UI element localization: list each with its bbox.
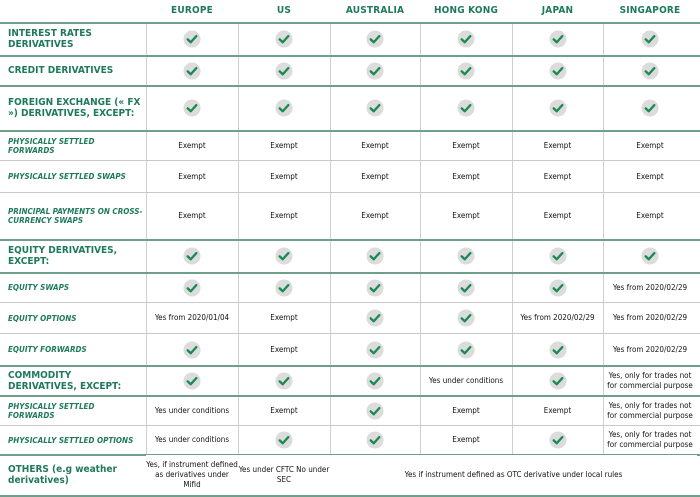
table-cell — [512, 366, 603, 395]
cell-text: Exempt — [452, 405, 480, 415]
check-circle-icon — [183, 30, 201, 48]
table-cell — [603, 426, 697, 454]
check-circle-icon — [366, 402, 384, 420]
table-cell — [146, 161, 238, 192]
check-circle-icon — [183, 372, 201, 390]
table-cell — [512, 303, 603, 333]
cell-text: Yes if instrument defined as OTC derivative under local rules — [404, 470, 623, 479]
cell-text: Exempt — [270, 313, 298, 322]
check-circle-icon — [183, 247, 201, 265]
table-cell — [238, 334, 330, 365]
cell-text: Yes under conditions — [154, 435, 230, 444]
row-label: CREDIT DERIVATIVES — [8, 65, 114, 76]
table-cell — [146, 56, 238, 85]
cell-text: Exempt — [452, 171, 480, 181]
check-circle-icon — [457, 62, 475, 80]
table-cell — [238, 131, 330, 160]
check-circle-icon — [275, 279, 293, 297]
check-circle-icon — [366, 30, 384, 48]
table-cell — [238, 396, 330, 425]
table-cell — [146, 366, 238, 395]
table-cell — [603, 23, 697, 55]
cell-text: Exempt — [361, 211, 389, 220]
table-cell — [512, 273, 603, 302]
column-header-europe: EUROPE — [171, 5, 213, 16]
cell-text: Yes, only for trades not for commercial purpose — [607, 400, 693, 420]
check-circle-icon — [275, 62, 293, 80]
cell-text: Yes from 2020/02/29 — [612, 313, 688, 322]
table-cell — [330, 161, 420, 192]
check-circle-icon — [183, 279, 201, 297]
table-cell — [603, 273, 697, 302]
check-circle-icon — [366, 62, 384, 80]
check-circle-icon — [275, 30, 293, 48]
table-cell — [330, 23, 420, 55]
table-cell — [420, 273, 512, 302]
cell-text: Yes under CFTC No under SEC — [238, 465, 330, 484]
check-circle-icon — [366, 279, 384, 297]
cell-text: Yes from 2020/02/29 — [612, 344, 688, 354]
row-label: EQUITY SWAPS — [8, 283, 70, 292]
column-header-japan: JAPAN — [541, 5, 574, 16]
check-circle-icon — [549, 431, 567, 449]
table-cell — [603, 193, 697, 239]
table-cell — [330, 455, 697, 495]
table-cell — [146, 193, 238, 239]
check-circle-icon — [641, 247, 659, 265]
table-cell — [420, 86, 512, 130]
check-circle-icon — [457, 309, 475, 327]
check-circle-icon — [275, 372, 293, 390]
table-cell — [238, 86, 330, 130]
column-header-us: US — [276, 5, 292, 16]
check-circle-icon — [457, 247, 475, 265]
check-circle-icon — [549, 279, 567, 297]
check-circle-icon — [549, 247, 567, 265]
table-cell — [330, 426, 420, 454]
column-header-singapore: SINGAPORE — [619, 5, 681, 16]
check-circle-icon — [549, 62, 567, 80]
check-circle-icon — [366, 99, 384, 117]
table-cell — [603, 366, 697, 395]
table-cell — [238, 23, 330, 55]
table-cell — [238, 366, 330, 395]
table-cell — [420, 131, 512, 160]
cell-text: Exempt — [361, 140, 389, 150]
check-circle-icon — [549, 372, 567, 390]
check-circle-icon — [275, 431, 293, 449]
table-cell — [238, 193, 330, 239]
cell-text: Exempt — [636, 140, 664, 150]
table-cell — [420, 23, 512, 55]
row-label: PHYSICALLY SETTLED SWAPS — [8, 172, 126, 181]
row-label: EQUITY DERIVATIVES, EXCEPT: — [8, 245, 118, 267]
cell-text: Exempt — [543, 405, 572, 415]
table-cell — [330, 273, 420, 302]
cell-text: Exempt — [270, 405, 298, 415]
column-header-hong-kong: HONG KONG — [433, 5, 499, 16]
row-label: FOREIGN EXCHANGE (« FX ») DERIVATIVES, EXCEPT: — [8, 97, 141, 119]
table-cell — [420, 396, 512, 425]
table-cell — [330, 303, 420, 333]
cell-text: Yes, only for trades not for commercial purpose — [607, 370, 693, 390]
table-cell — [146, 131, 238, 160]
table-cell — [603, 303, 697, 333]
cell-text: Yes from 2020/02/29 — [520, 313, 595, 322]
check-circle-icon — [183, 99, 201, 117]
table-cell — [420, 161, 512, 192]
cell-text: Yes from 2020/02/29 — [612, 282, 688, 292]
row-label: PHYSICALLY SETTLED FORWARDS — [8, 136, 95, 155]
table-cell — [512, 396, 603, 425]
cell-text: Exempt — [452, 435, 480, 444]
row-label: COMMODITY DERIVATIVES, EXCEPT: — [8, 369, 122, 392]
table-cell — [146, 334, 238, 365]
table-cell — [603, 396, 697, 425]
table-cell — [330, 56, 420, 85]
cell-text: Yes under conditions — [154, 405, 230, 415]
cell-text: Yes, only for trades not for commercial purpose — [607, 430, 693, 449]
table-cell — [330, 366, 420, 395]
check-circle-icon — [275, 247, 293, 265]
cell-text: Exempt — [270, 344, 298, 354]
check-circle-icon — [183, 341, 201, 359]
table-cell — [420, 303, 512, 333]
table-cell — [238, 161, 330, 192]
cell-text: Exempt — [178, 140, 206, 150]
check-circle-icon — [641, 62, 659, 80]
cell-text: Yes, if instrument defined as derivatives under Mifid — [146, 460, 238, 489]
table-cell — [512, 86, 603, 130]
cell-text: Exempt — [636, 171, 664, 181]
table-cell — [603, 131, 697, 160]
table-cell — [238, 240, 330, 272]
table-cell — [238, 56, 330, 85]
check-circle-icon — [366, 431, 384, 449]
table-cell — [512, 56, 603, 85]
table-cell — [512, 334, 603, 365]
table-cell — [146, 303, 238, 333]
cell-text: Exempt — [270, 140, 298, 150]
table-cell — [330, 193, 420, 239]
table-cell — [420, 193, 512, 239]
table-cell — [146, 426, 238, 454]
table-cell — [146, 86, 238, 130]
cell-text: Exempt — [178, 171, 206, 181]
cell-text: Exempt — [361, 171, 389, 181]
cell-text: Yes from 2020/01/04 — [154, 313, 230, 322]
table-cell — [420, 240, 512, 272]
table-cell — [330, 240, 420, 272]
cell-text: Exempt — [543, 140, 572, 150]
cell-text: Exempt — [543, 171, 572, 181]
cell-text: Yes under conditions — [428, 375, 504, 385]
row-label: PHYSICALLY SETTLED FORWARDS — [8, 401, 95, 420]
check-circle-icon — [366, 309, 384, 327]
check-circle-icon — [183, 62, 201, 80]
check-circle-icon — [366, 247, 384, 265]
row-label: EQUITY OPTIONS — [8, 313, 77, 323]
table-cell — [238, 273, 330, 302]
table-cell — [146, 240, 238, 272]
cell-text: Exempt — [270, 211, 298, 220]
check-circle-icon — [275, 99, 293, 117]
column-header-australia: AUSTRALIA — [345, 5, 405, 16]
check-circle-icon — [549, 341, 567, 359]
table-cell — [330, 86, 420, 130]
row-label: INTEREST RATES DERIVATIVES — [8, 28, 92, 50]
table-cell — [146, 23, 238, 55]
table-cell — [330, 334, 420, 365]
cell-text: Exempt — [636, 211, 664, 220]
table-cell — [603, 56, 697, 85]
cell-text: Exempt — [543, 211, 572, 220]
table-cell — [420, 366, 512, 395]
table-cell — [238, 303, 330, 333]
table-cell — [512, 240, 603, 272]
table-cell — [330, 396, 420, 425]
table-cell — [146, 273, 238, 302]
row-label-others: OTHERS (e.g weather derivatives) — [8, 464, 117, 486]
check-circle-icon — [366, 341, 384, 359]
table-cell — [512, 426, 603, 454]
check-circle-icon — [457, 30, 475, 48]
table-cell — [330, 131, 420, 160]
row-label: PRINCIPAL PAYMENTS ON CROSS-CURRENCY SWAPS — [8, 207, 143, 225]
table-cell — [238, 455, 330, 495]
table-cell — [603, 86, 697, 130]
table-cell — [512, 131, 603, 160]
check-circle-icon — [641, 30, 659, 48]
table-cell — [420, 334, 512, 365]
table-cell — [512, 23, 603, 55]
table-cell — [146, 396, 238, 425]
cell-text: Exempt — [270, 171, 298, 181]
cell-text: Exempt — [452, 211, 480, 220]
table-cell — [146, 455, 238, 495]
check-circle-icon — [457, 279, 475, 297]
cell-text: Exempt — [178, 211, 206, 220]
row-label: EQUITY FORWARDS — [8, 345, 87, 354]
table-cell — [420, 56, 512, 85]
check-circle-icon — [366, 372, 384, 390]
check-circle-icon — [457, 99, 475, 117]
row-label: PHYSICALLY SETTLED OPTIONS — [8, 435, 134, 445]
table-cell — [512, 161, 603, 192]
table-cell — [238, 426, 330, 454]
table-cell — [603, 240, 697, 272]
check-circle-icon — [549, 30, 567, 48]
table-cell — [420, 426, 512, 454]
table-cell — [603, 161, 697, 192]
check-circle-icon — [549, 99, 567, 117]
check-circle-icon — [641, 99, 659, 117]
check-circle-icon — [457, 341, 475, 359]
cell-text: Exempt — [452, 140, 480, 150]
table-cell — [603, 334, 697, 365]
table-cell — [512, 193, 603, 239]
